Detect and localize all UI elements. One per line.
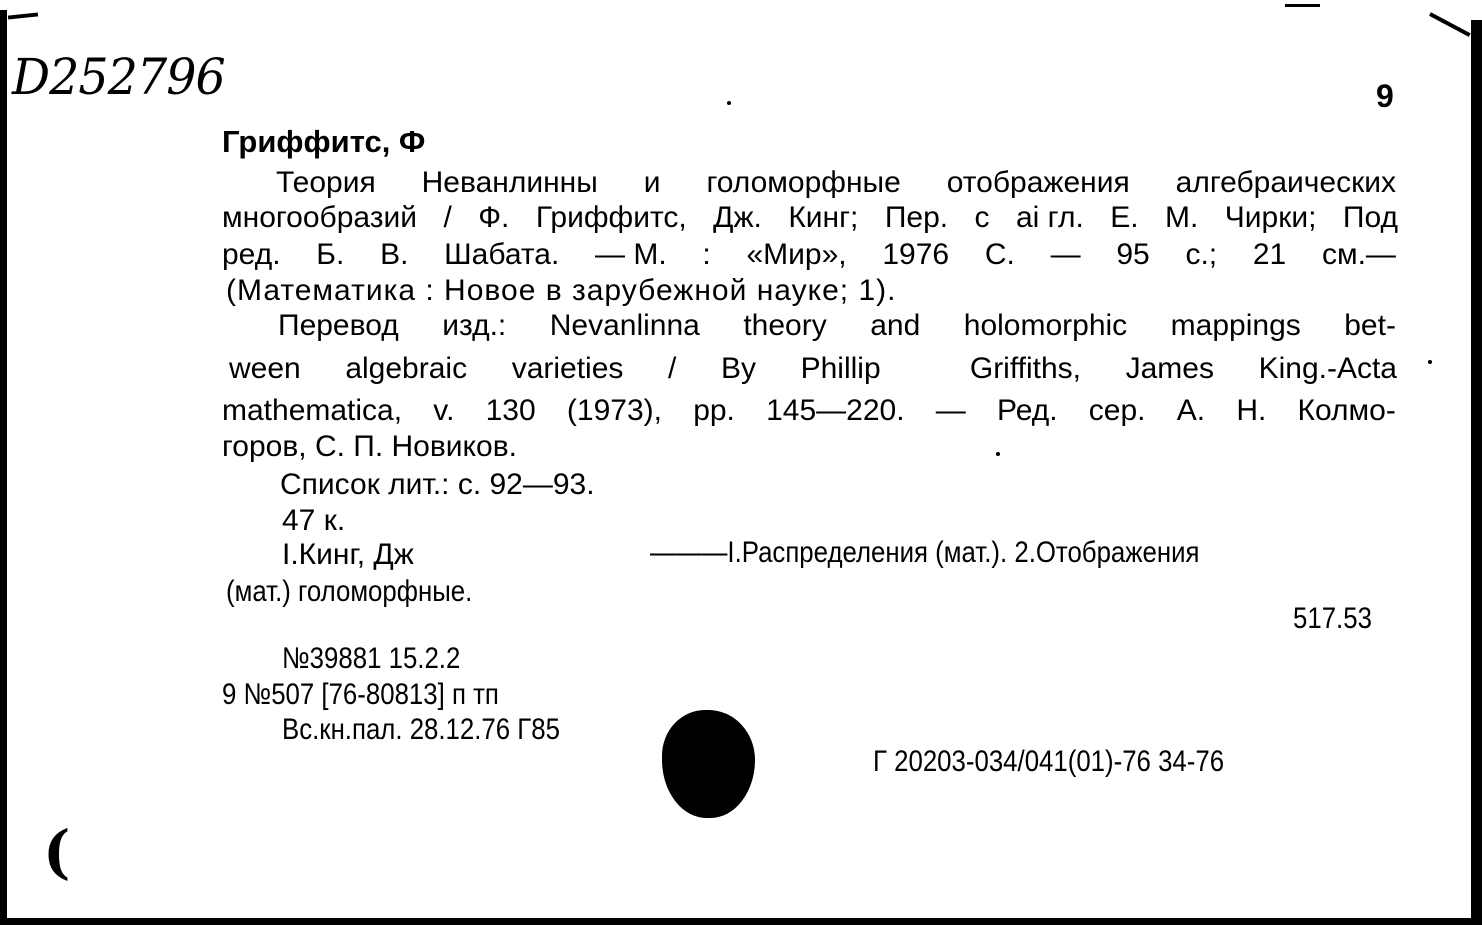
description-line: ред. Б. В. Шабата. — М. : «Мир», 1976 С. — 95 с.; 21 см.— xyxy=(222,238,1396,271)
speck-mark xyxy=(727,101,731,105)
translation-editors: горов, С. П. Новиков. xyxy=(222,430,517,463)
chamber-stamp-date: Вс.кн.пал. 28.12.76 Г85 xyxy=(282,713,560,746)
ink-blot xyxy=(662,710,755,818)
card-edge-mark xyxy=(1285,4,1320,7)
registration-number: 9 №507 [76-80813] п тп xyxy=(222,678,499,711)
accession-number: D252796 xyxy=(12,48,225,106)
translation-line: ween algebraic varieties / By Phillip Griffiths, James King.-Acta xyxy=(229,352,1397,385)
bracket-mark: ( xyxy=(43,818,71,886)
subject-headings-continued: (мат.) голоморфные. xyxy=(226,575,473,608)
translation-line: Перевод изд.: Nevanlinna theory and holomorphic mappings bet- xyxy=(278,309,1396,342)
page-number: 9 xyxy=(1376,78,1394,114)
speck-mark xyxy=(996,452,1000,456)
copies-count: 47 к. xyxy=(282,504,346,537)
author-heading: Гриффитс, Ф xyxy=(222,124,426,159)
speck-mark xyxy=(1428,360,1432,364)
catalog-code: Г 20203-034/041(01)-76 34-76 xyxy=(873,745,1225,778)
description-line: Теория Неванлинны и голоморфные отображения алгебраических xyxy=(276,166,1396,199)
subject-headings: ———I.Распределения (мат.). 2.Отображения xyxy=(650,536,1200,569)
added-entry-author: I.Кинг, Дж xyxy=(282,538,414,571)
series-statement: (Математика : Новое в зарубежной науке; 1). xyxy=(226,274,897,307)
card-border-bottom xyxy=(0,918,1482,925)
description-line: многообразий / Ф. Гриффитс, Дж. Кинг; Пер. с аі гл. Е. М. Чирки; Под xyxy=(222,201,1398,234)
card-edge-mark xyxy=(1429,12,1471,37)
translation-line: mathematica, v. 130 (1973), pp. 145—220. — Ред. сер. А. Н. Колмо- xyxy=(222,394,1396,427)
card-edge-mark xyxy=(8,12,38,19)
card-border-right xyxy=(1471,20,1482,925)
udc-code: 517.53 xyxy=(1293,602,1372,635)
card-border-left xyxy=(0,10,7,922)
order-number: №39881 15.2.2 xyxy=(282,642,461,675)
bibliography-note: Список лит.: с. 92—93. xyxy=(280,468,595,501)
